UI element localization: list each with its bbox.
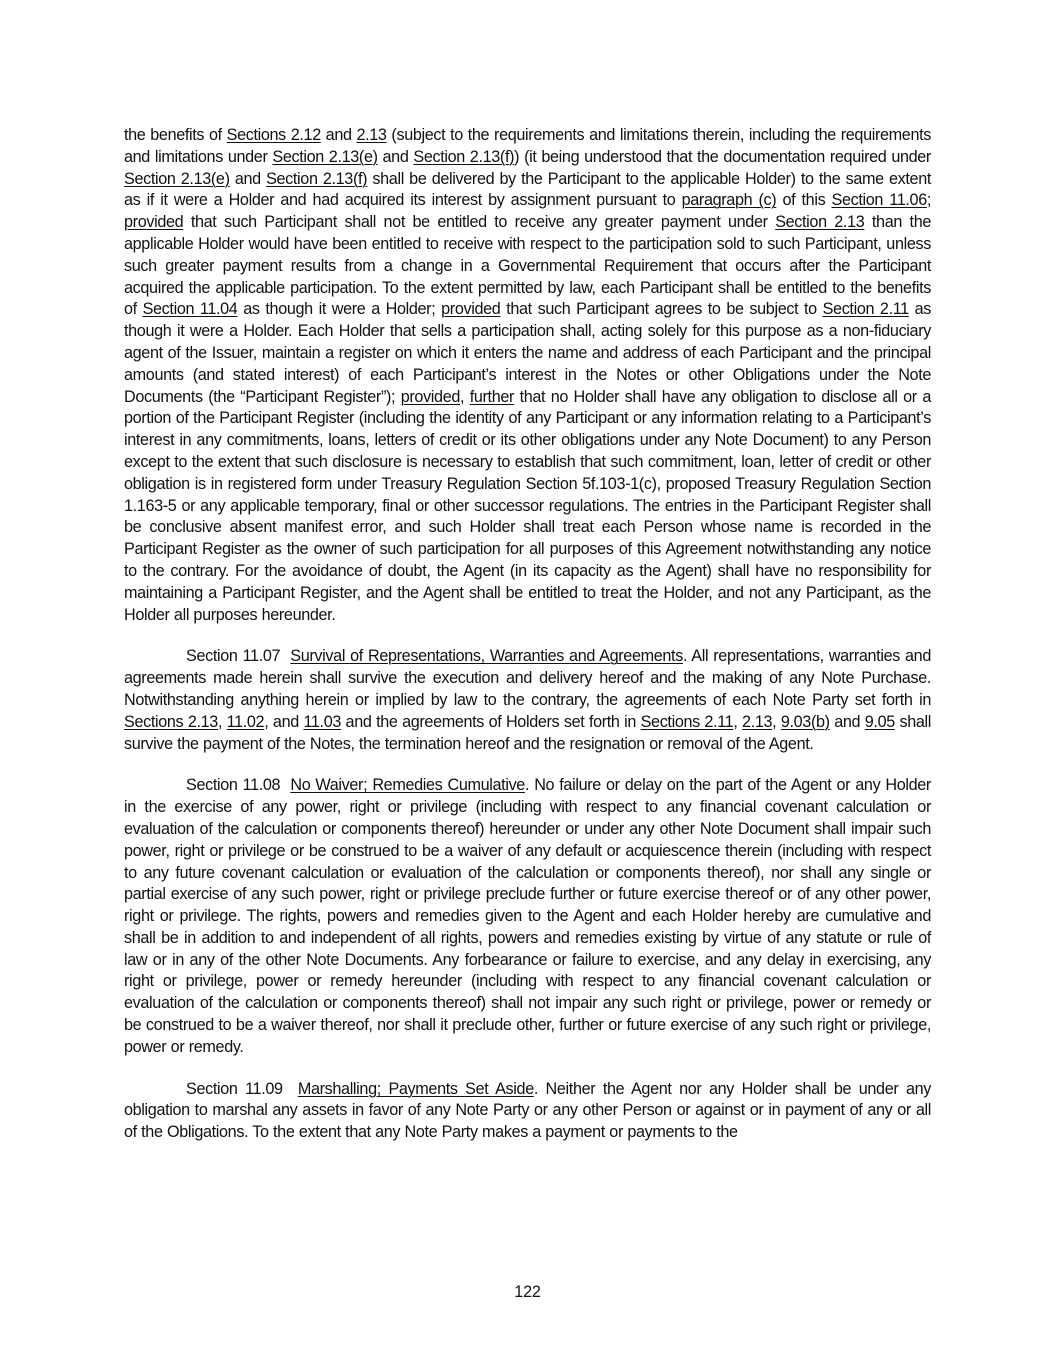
text-run: and [229, 169, 267, 188]
section-number: Section 11.08 [186, 776, 281, 795]
text-run: ; [926, 191, 931, 210]
cross-reference: Section 2.13(e) [124, 169, 230, 188]
section-number: Section 11.09 [186, 1079, 283, 1098]
cross-reference: Section 2.13(f) [413, 147, 515, 166]
emphasis-term: provided [124, 213, 184, 232]
text-run: , and [264, 712, 304, 731]
section-heading: Marshalling; Payments Set Aside [297, 1079, 534, 1098]
cross-reference: Sections 2.11 [640, 712, 734, 731]
cross-reference: Section 2.13(f) [266, 169, 368, 188]
cross-reference: 2.13 [742, 712, 773, 731]
text-run: , [217, 712, 227, 731]
cross-reference: 11.03 [303, 712, 341, 731]
cross-reference: 9.03(b) [780, 712, 830, 731]
cross-reference: Section 11.04 [142, 300, 238, 319]
emphasis-term: provided [441, 300, 501, 319]
text-run: that such Participant shall not be entitled to receive any greater payment under [183, 213, 776, 232]
text-run: ) (it being understood that the documentation required under [514, 147, 931, 166]
text-run: , [733, 712, 743, 731]
section-11-09-paragraph [124, 1079, 931, 1144]
cross-reference: Sections 2.12 [226, 126, 321, 144]
cross-reference: Section 2.11 [822, 300, 909, 319]
cross-reference: 9.05 [864, 712, 895, 731]
cross-reference: Section 2.13 [775, 213, 865, 232]
emphasis-term: further [469, 387, 515, 406]
section-number: Section 11.07 [186, 647, 281, 666]
text-run: the benefits of [124, 126, 227, 144]
page-number: 122 [514, 1283, 541, 1301]
cross-reference: 2.13 [356, 126, 387, 144]
text-run: than the applicable Holder would have been entitled to receive with respect to the participation sold to such Participant, unless such greater payment results from a change in a Governmental Requirement that occurs after the Participant acquired the applicable participation. To the extent permitted by law, each Participant shall be entitled to the benefits of [124, 213, 931, 319]
emphasis-term: provided [400, 387, 461, 406]
text-run: . All representations, warranties and agreements made herein shall survive the execution and delivery hereof and the making of any Note Purchase. Notwithstanding anything herein or implied by law to the contrary, the agreements of each Note Party set forth in [124, 647, 931, 709]
cross-reference: paragraph (c) [681, 191, 777, 210]
cross-reference: Sections 2.13 [124, 712, 218, 731]
cross-reference: Section 11.06 [831, 191, 927, 210]
text-run: , [460, 387, 470, 406]
cross-reference: Section 2.13(e) [272, 147, 378, 166]
text-run: . No failure or delay on the part of the Agent or any Holder in the exercise of any power, right or privilege (including with respect to any financial covenant calculation or evaluation of the calculation or components thereof) hereunder or under any other Note Document shall impair such power, right or privilege or be construed to be a waiver of any default or acquiescence therein (including with respect to any future covenant calculation or evaluation of the calculation or components thereof), nor shall any single or partial exercise of any such power, right or privilege preclude further or future exercise thereof or of any other power, right or privilege. The rights, powers and remedies given to the Agent and each Holder hereby are cumulative and shall be in addition to and independent of all rights, powers and remedies existing by virtue of any statute or rule of law or in any of the other Note Documents. Any forbearance or failure to exercise, and any delay in exercising, any right or privilege, power or remedy hereunder (including with respect to any financial covenant calculation or evaluation of the calculation or components thereof) shall not impair any such right or privilege, power or remedy or be construed to be a waiver thereof, nor shall it preclude other, further or future exercise of any such right or privilege, power or remedy. [124, 776, 931, 1056]
text-run: shall survive the payment of the Notes, the termination hereof and the resignation or removal of the Agent. [124, 712, 931, 753]
text-run: (subject to the requirements and limitations therein, including the requirements and limitations under [124, 126, 931, 166]
section-11-08-paragraph [124, 775, 931, 1058]
text-run: , [772, 712, 781, 731]
text-run: and [377, 147, 414, 166]
text-run: and [829, 712, 865, 731]
text-run: as though it were a Holder. Each Holder that sells a participation shall, acting solely for this purpose as a non-fiduciary agent of the Issuer, maintain a register on which it enters the name and address of each Participant and the principal amounts (and stated interest) of each Participant’s interest in the Notes or other Obligations under the Note Documents (the “Participant Register”); [124, 300, 931, 406]
section-heading: No Waiver; Remedies Cumulative [290, 776, 525, 795]
text-run: and the agreements of Holders set forth in [341, 712, 641, 731]
text-run: that such Participant agrees to be subject to [500, 300, 823, 319]
text-run: shall be delivered by the Participant to the applicable Holder) to the same extent as if it were a Holder and had acquired its interest by assignment pursuant to [124, 169, 931, 210]
text-run: that no Holder shall have any obligation to disclose all or a portion of the Participant Register (including the identity of any Participant or any information relating to a Participant’s interest in any commitments, loans, letters of credit or its other obligations under any Note Document) to any Person except to the extent that such disclosure is necessary to establish that such commitment, loan, letter of credit or other obligation is in registered form under Treasury Regulation Section 5f.103-1(c), proposed Treasury Regulation Section 1.163-5 or any applicable temporary, final or other successor regulations. The entries in the Participant Register shall be conclusive absent manifest error, and such Holder shall treat each Person whose name is recorded in the Participant Register as the owner of such participation for all purposes of this Agreement notwithstanding any notice to the contrary. For the avoidance of doubt, the Agent (in its capacity as the Agent) shall have no responsibility for maintaining a Participant Register, and the Agent shall be entitled to treat the Holder, and not any Participant, as the Holder all purposes hereunder. [124, 387, 931, 624]
section-11-07-paragraph [124, 646, 931, 755]
text-run: . Neither the Agent nor any Holder shall be under any obligation to marshal any assets in favor of any Note Party or any other Person or against or in payment of any or all of the Obligations. To the extent that any Note Party makes a payment or payments to the [124, 1079, 931, 1142]
participation-paragraph [124, 125, 931, 626]
cross-reference: 11.02 [226, 712, 265, 731]
text-run: of this [776, 191, 832, 210]
document-page [124, 125, 931, 1144]
section-heading: Survival of Representations, Warranties and Agreements [290, 647, 683, 666]
text-run: and [320, 126, 357, 144]
text-run: as though it were a Holder; [237, 300, 442, 319]
